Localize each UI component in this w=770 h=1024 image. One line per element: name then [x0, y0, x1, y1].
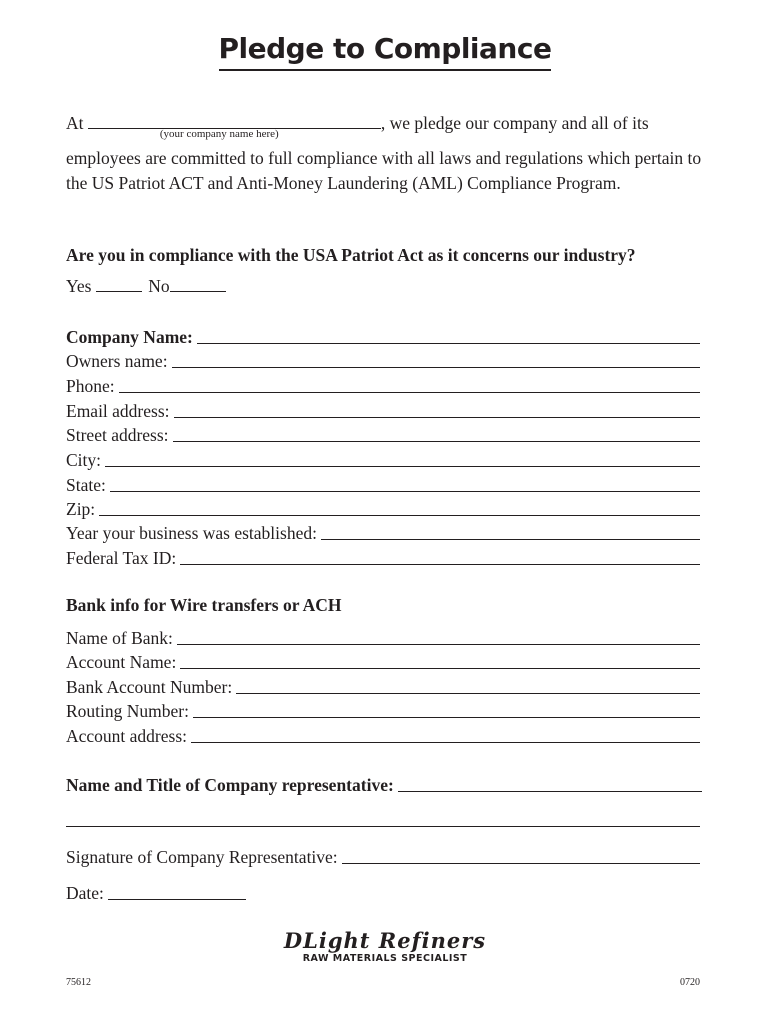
no-label: No — [148, 276, 170, 296]
field-label: State: — [66, 475, 106, 495]
field-line[interactable] — [172, 351, 700, 368]
field-line[interactable] — [321, 523, 700, 540]
field-date[interactable] — [66, 882, 246, 904]
company-name-hint: (your company name here) — [159, 128, 279, 140]
page-title — [0, 32, 770, 71]
field-label: Street address: — [66, 425, 169, 445]
logo-tagline: RAW MATERIALS SPECIALIST — [302, 953, 468, 964]
field-representative[interactable] — [66, 774, 702, 796]
field-label: Signature of Company Representative: — [66, 847, 338, 867]
field-label: City: — [66, 450, 102, 470]
field-label: Year your business was established: — [66, 523, 317, 543]
field-label: Bank Account Number: — [66, 677, 233, 697]
field-label: Company Name: — [66, 327, 193, 347]
field-line[interactable] — [173, 425, 700, 442]
field-line[interactable] — [398, 775, 702, 792]
field-routing-number[interactable] — [66, 700, 700, 722]
field-zip[interactable] — [66, 498, 700, 520]
pledge-continuation: employees are committed to full compliance with all laws and regulations which pertain to the US Patriot ACT and Anti-Money Laundering (AML) Compliance Program. — [66, 148, 702, 193]
field-label: Routing Number: — [66, 701, 189, 721]
field-line[interactable] — [99, 499, 700, 516]
field-phone[interactable] — [66, 375, 700, 397]
company-logo — [0, 928, 770, 964]
pledge-first-line — [66, 110, 706, 140]
field-line[interactable] — [108, 883, 246, 900]
field-label: Federal Tax ID: — [66, 548, 177, 568]
representative-extra-line[interactable] — [66, 826, 700, 827]
company-name-blank[interactable] — [88, 110, 381, 140]
yes-label: Yes — [66, 276, 92, 296]
field-city[interactable] — [66, 449, 700, 471]
field-year-established[interactable] — [66, 522, 700, 544]
field-bank-name[interactable] — [66, 627, 700, 649]
footer-right-code: 0720 — [680, 977, 700, 988]
field-label: Phone: — [66, 376, 115, 396]
footer-left-code: 75612 — [66, 977, 91, 988]
pledge-after-blank-text: , we pledge our company and all of its — [380, 113, 649, 133]
field-signature[interactable] — [66, 846, 700, 868]
field-street-address[interactable] — [66, 424, 700, 446]
field-state[interactable] — [66, 474, 700, 496]
field-account-address[interactable] — [66, 725, 700, 747]
field-label: Name of Bank: — [66, 628, 173, 648]
field-account-name[interactable] — [66, 651, 700, 673]
field-label: Account address: — [66, 726, 188, 746]
compliance-question: Are you in compliance with the USA Patriot Act as it concerns our industry? — [66, 245, 636, 265]
field-label: Zip: — [66, 499, 96, 519]
field-line[interactable] — [180, 652, 700, 669]
field-label: Name and Title of Company representative: — [66, 775, 394, 795]
field-company-name[interactable] — [66, 326, 700, 348]
field-line[interactable] — [119, 376, 700, 393]
field-line[interactable] — [180, 548, 700, 565]
title-text: Pledge to Compliance — [219, 32, 552, 71]
no-blank[interactable] — [170, 275, 226, 292]
field-line[interactable] — [110, 475, 700, 492]
field-line[interactable] — [105, 450, 700, 467]
field-label: Date: — [66, 883, 104, 903]
yes-no-answer — [66, 275, 226, 297]
field-line[interactable] — [342, 847, 700, 864]
yes-blank[interactable] — [96, 275, 142, 292]
field-label: Owners name: — [66, 351, 168, 371]
field-label: Email address: — [66, 401, 170, 421]
field-line[interactable] — [197, 327, 700, 344]
field-line[interactable] — [193, 701, 700, 718]
pledge-at-text: At — [66, 113, 84, 133]
field-line[interactable] — [236, 677, 700, 694]
bank-section-title: Bank info for Wire transfers or ACH — [66, 595, 342, 615]
field-line[interactable] — [191, 726, 700, 743]
field-line[interactable] — [174, 401, 700, 418]
field-owners-name[interactable] — [66, 350, 700, 372]
logo-name: DLight Refiners — [283, 928, 487, 953]
field-bank-account-number[interactable] — [66, 676, 700, 698]
field-label: Account Name: — [66, 652, 177, 672]
field-line[interactable] — [177, 628, 700, 645]
field-email[interactable] — [66, 400, 700, 422]
field-federal-tax-id[interactable] — [66, 547, 700, 569]
